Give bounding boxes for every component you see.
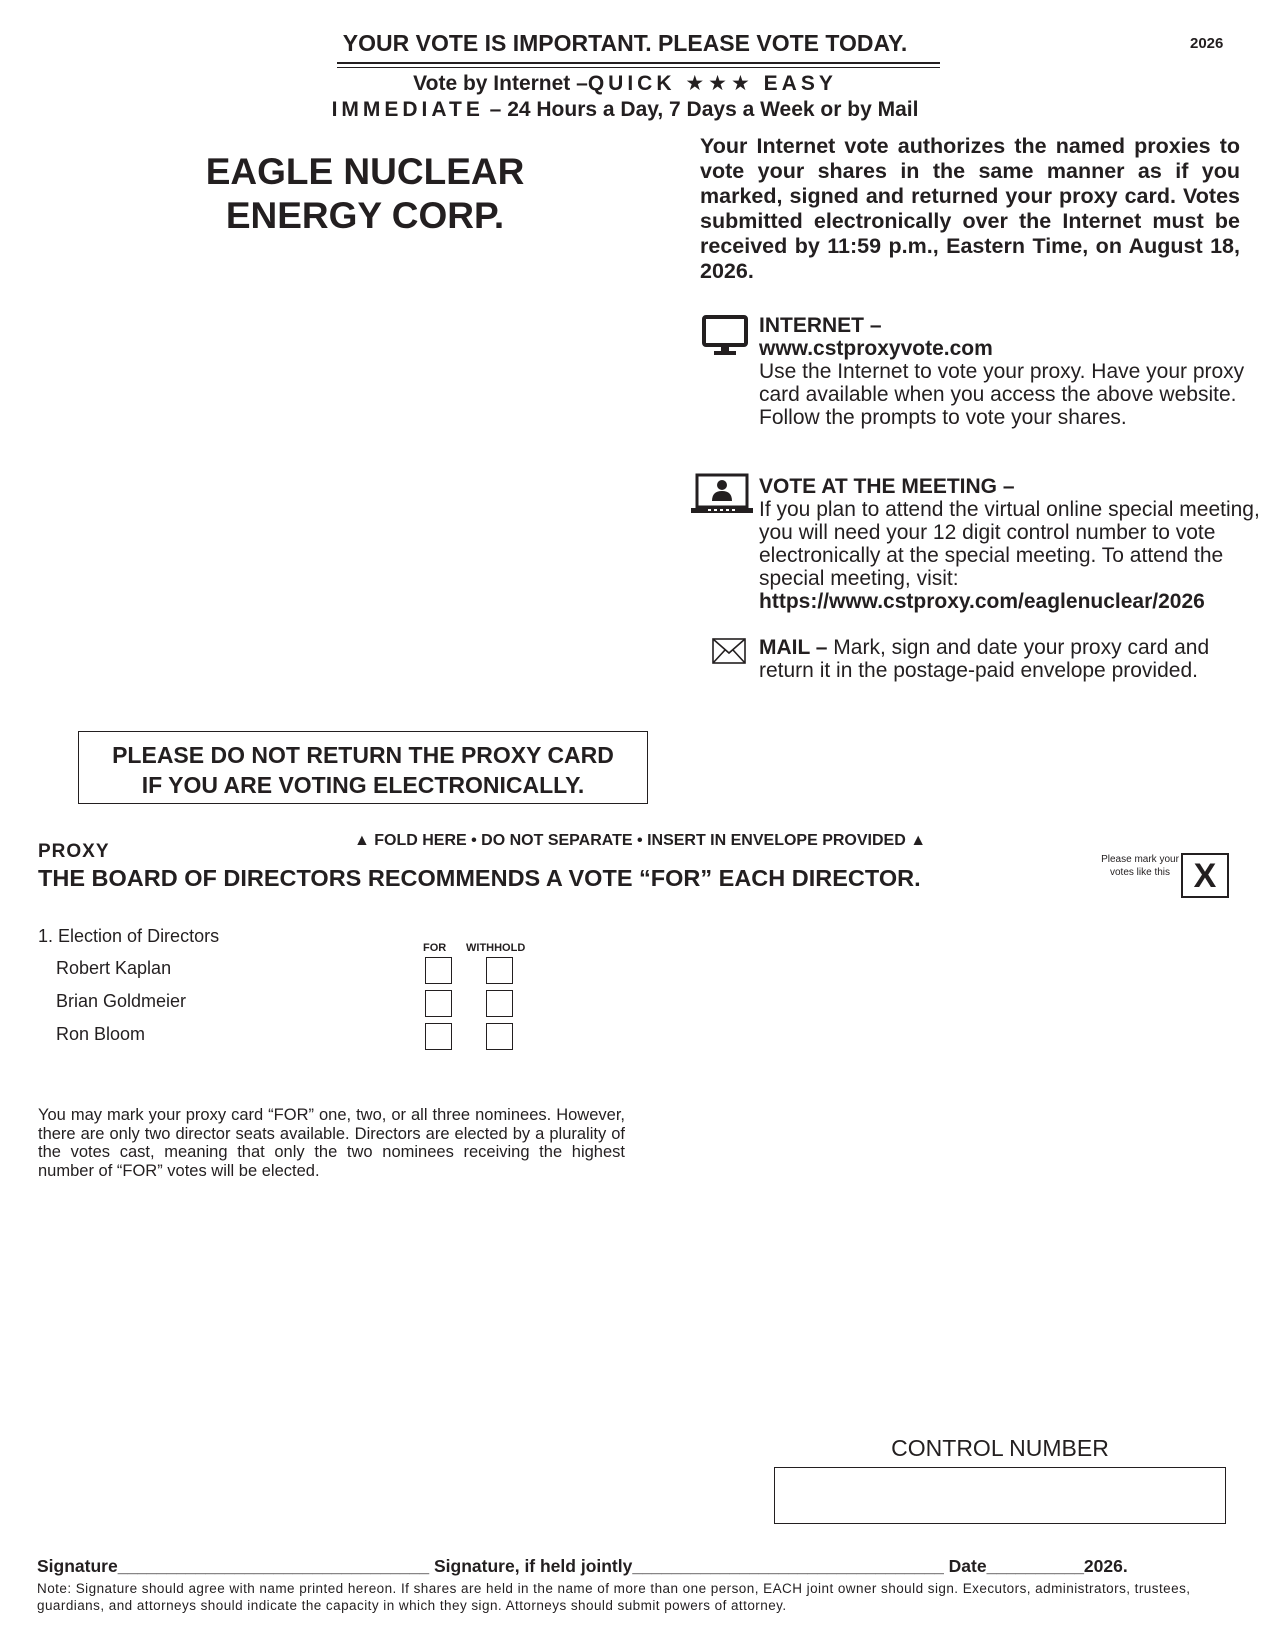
control-number-field[interactable]: [774, 1467, 1226, 1524]
fold-instruction: ▲ FOLD HERE • DO NOT SEPARATE • INSERT IN ENVELOPE PROVIDED ▲: [353, 832, 927, 849]
internet-vote-intro: Your Internet vote authorizes the named proxies to vote your shares in the same manner as if you marked, signed and returned your proxy card. Votes submitted electronically over the Internet must be received by 11:59 p.m., Eastern Time, on August 18, 2026.: [700, 134, 1240, 283]
nominee-name: Robert Kaplan: [56, 958, 172, 978]
mail-heading: MAIL –: [759, 636, 828, 659]
internet-description: Use the Internet to vote your proxy. Have your proxy card available when you access the above website. Follow the prompts to vote your shares.: [759, 360, 1245, 429]
internet-heading: INTERNET –: [759, 314, 882, 337]
nominee-3-withhold-checkbox[interactable]: [486, 1023, 513, 1050]
company-name-line2: ENERGY CORP.: [225, 195, 505, 236]
header-rule: [337, 62, 940, 64]
proxy-label: PROXY: [38, 841, 110, 862]
signature-line[interactable]: Signature________________________________ Signature, if held jointly________________________________ Date__________2026.: [37, 1556, 1128, 1576]
mark-example-note: Please mark your votes like this: [1101, 854, 1179, 878]
mail-method: [759, 636, 1219, 682]
company-name: [150, 150, 580, 238]
internet-method: [759, 314, 1275, 429]
internet-url-link[interactable]: www.cstproxyvote.com: [759, 337, 993, 360]
column-withhold-header: WITHHOLD: [466, 942, 526, 954]
nominee-2-for-checkbox[interactable]: [425, 990, 452, 1017]
nominee-3-for-checkbox[interactable]: [425, 1023, 452, 1050]
voting-instructions: You may mark your proxy card “FOR” one, two, or all three nominees. However, there are only two director seats available. Directors are elected by a plurality of the votes cast, meaning that only the two nominees receiving the highest number of “FOR” votes will be elected.: [38, 1106, 625, 1180]
control-number-label: CONTROL NUMBER: [891, 1435, 1109, 1461]
header-vote-by-internet: [300, 71, 950, 96]
header-line2-spaced: IMMEDIATE: [331, 98, 484, 121]
nominee-name: Brian Goldmeier: [56, 991, 187, 1011]
notice-line2: IF YOU ARE VOTING ELECTRONICALLY.: [141, 772, 585, 798]
laptop-meeting-icon: [690, 473, 754, 517]
header-availability: [300, 98, 950, 122]
meeting-url-link[interactable]: https://www.cstproxy.com/eaglenuclear/2026: [759, 590, 1205, 613]
header-line1-spaced: QUICK ★★★ EASY: [587, 72, 837, 95]
nominee-1-withhold-checkbox[interactable]: [486, 957, 513, 984]
nominee-2-withhold-checkbox[interactable]: [486, 990, 513, 1017]
meeting-description: If you plan to attend the virtual online special meeting, you will need your 12 digit control number to vote electronically at the special meeting. To attend the special meeting, visit:: [759, 498, 1260, 590]
nominee-name: Ron Bloom: [56, 1024, 146, 1044]
board-recommendation: THE BOARD OF DIRECTORS RECOMMENDS A VOTE “FOR” EACH DIRECTOR.: [38, 865, 921, 891]
header-title: YOUR VOTE IS IMPORTANT. PLEASE VOTE TODAY.: [342, 30, 908, 56]
header-line1-prefix: Vote by Internet –: [413, 72, 588, 95]
mail-description: Mark, sign and date your proxy card and return it in the postage-paid envelope provided.: [759, 636, 1210, 682]
do-not-return-notice: [78, 731, 648, 804]
company-name-line1: EAGLE NUCLEAR: [205, 151, 525, 192]
election-title: 1. Election of Directors: [38, 926, 220, 946]
envelope-icon: [712, 638, 746, 664]
signature-note: Note: Signature should agree with name printed hereon. If shares are held in the name of more than one person, EACH joint owner should sign. Executors, administrators, trustees, guardians, and attorneys should indicate the capacity in which they sign. Attorneys should submit powers of attorney.: [37, 1581, 1191, 1613]
mark-example-box: X: [1181, 853, 1229, 898]
monitor-icon: [702, 313, 748, 359]
meeting-method: [759, 475, 1275, 613]
nominee-1-for-checkbox[interactable]: [425, 957, 452, 984]
header-year: 2026: [1190, 35, 1224, 52]
notice-line1: PLEASE DO NOT RETURN THE PROXY CARD: [112, 742, 614, 768]
meeting-heading: VOTE AT THE MEETING –: [759, 475, 1015, 498]
column-for-header: FOR: [423, 942, 447, 954]
header-rule-thin: [337, 67, 940, 68]
header-line2-suffix: – 24 Hours a Day, 7 Days a Week or by Mail: [483, 98, 919, 121]
